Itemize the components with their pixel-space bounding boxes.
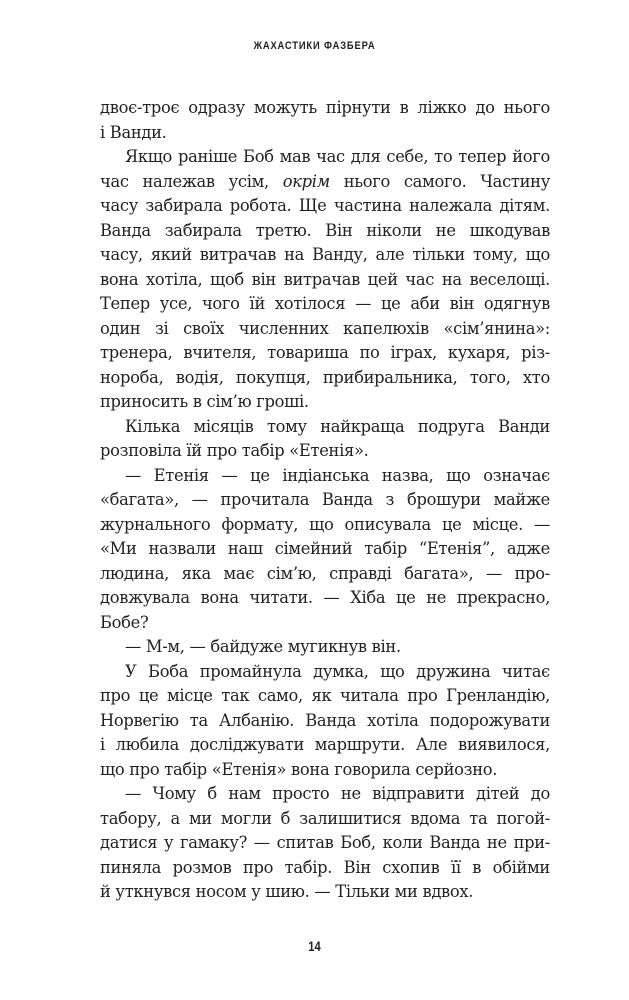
text-line: двоє-троє одразу можуть пірнути в ліжко до нього bbox=[100, 98, 550, 117]
text-line: «Ми назвали наш сімейний табір “Етенія”, адже bbox=[100, 539, 550, 558]
text-line: «багата», — прочитала Ванда з брошури майже bbox=[100, 490, 550, 509]
text-line: датися у гамаку? — спитав Боб, коли Ванда не при- bbox=[100, 833, 550, 852]
text-line: вона хотіла, щоб він витрачав цей час на веселощі. bbox=[100, 269, 550, 289]
text-line: — Етенія — це індіанська назва, що означає bbox=[125, 465, 550, 485]
text-line: У Боба промайнула думка, що дружина читає bbox=[125, 661, 550, 681]
text-line: що про табір «Етенія» вона говорила серйозно. bbox=[100, 759, 498, 779]
text-line: Тепер усе, чого їй хотілося — це аби він одягнув bbox=[100, 294, 550, 313]
text-segment: нього самого. Частину bbox=[343, 171, 550, 191]
text-line: Норвегію та Албанію. Ванда хотіла подорожувати bbox=[100, 710, 550, 730]
page-number: 14 bbox=[308, 938, 321, 954]
text-line: розповіла їй про табір «Етенія». bbox=[100, 441, 369, 460]
text-line: нороба, водія, покупця, прибиральника, того, хто bbox=[100, 367, 550, 387]
text-line: довжувала вона читати. — Хіба це не прекрасно, bbox=[100, 588, 550, 607]
text-segment: час належав усім, bbox=[100, 171, 269, 191]
text-line: — М-м, — байдуже мугикнув він. bbox=[125, 637, 401, 656]
text-line: журнального формату, що описувала це місце. — bbox=[100, 514, 550, 534]
text-line: про це місце так само, як читала про Гренландію, bbox=[100, 686, 550, 705]
text-line: часу забирала робота. Ще частина належала дітям. bbox=[100, 196, 550, 215]
text-line: приносить в сім’ю гроші. bbox=[100, 392, 309, 411]
text-line: людина, яка має сім’ю, справді багата», — про- bbox=[100, 563, 550, 583]
text-line: Ванда забирала третю. Він ніколи не шкодував bbox=[100, 220, 550, 240]
text-line: тренера, вчителя, товариша по іграх, кухаря, різ- bbox=[100, 343, 550, 362]
text-line: і любила досліджувати маршрути. Але виявилося, bbox=[100, 735, 550, 754]
text-line: часу, який витрачав на Ванду, але тільки тому, що bbox=[100, 245, 550, 264]
text-line: пиняла розмов про табір. Він схопив її в обійми bbox=[100, 857, 550, 877]
text-line bbox=[100, 170, 550, 195]
text-line: й уткнувся носом у шию. — Тільки ми вдвох. bbox=[100, 882, 474, 901]
text-line: Бобе? bbox=[100, 612, 149, 632]
text-line: — Чому б нам просто не відправити дітей до bbox=[125, 784, 550, 803]
text-line: табору, а ми могли б залишитися вдома та погой- bbox=[100, 808, 550, 828]
body-text bbox=[100, 96, 550, 905]
text-line: Якщо раніше Боб мав час для себе, то тепер його bbox=[125, 147, 550, 166]
italic-emphasis: окрім bbox=[282, 171, 330, 191]
text-line: один зі своїх численних капелюхів «сім’янина»: bbox=[100, 318, 550, 338]
text-line: Кілька місяців тому найкраща подруга Ванди bbox=[125, 416, 550, 436]
running-header: ЖАХАСТИКИ ФАЗБЕРА bbox=[253, 40, 376, 52]
text-line: і Ванди. bbox=[100, 122, 167, 142]
